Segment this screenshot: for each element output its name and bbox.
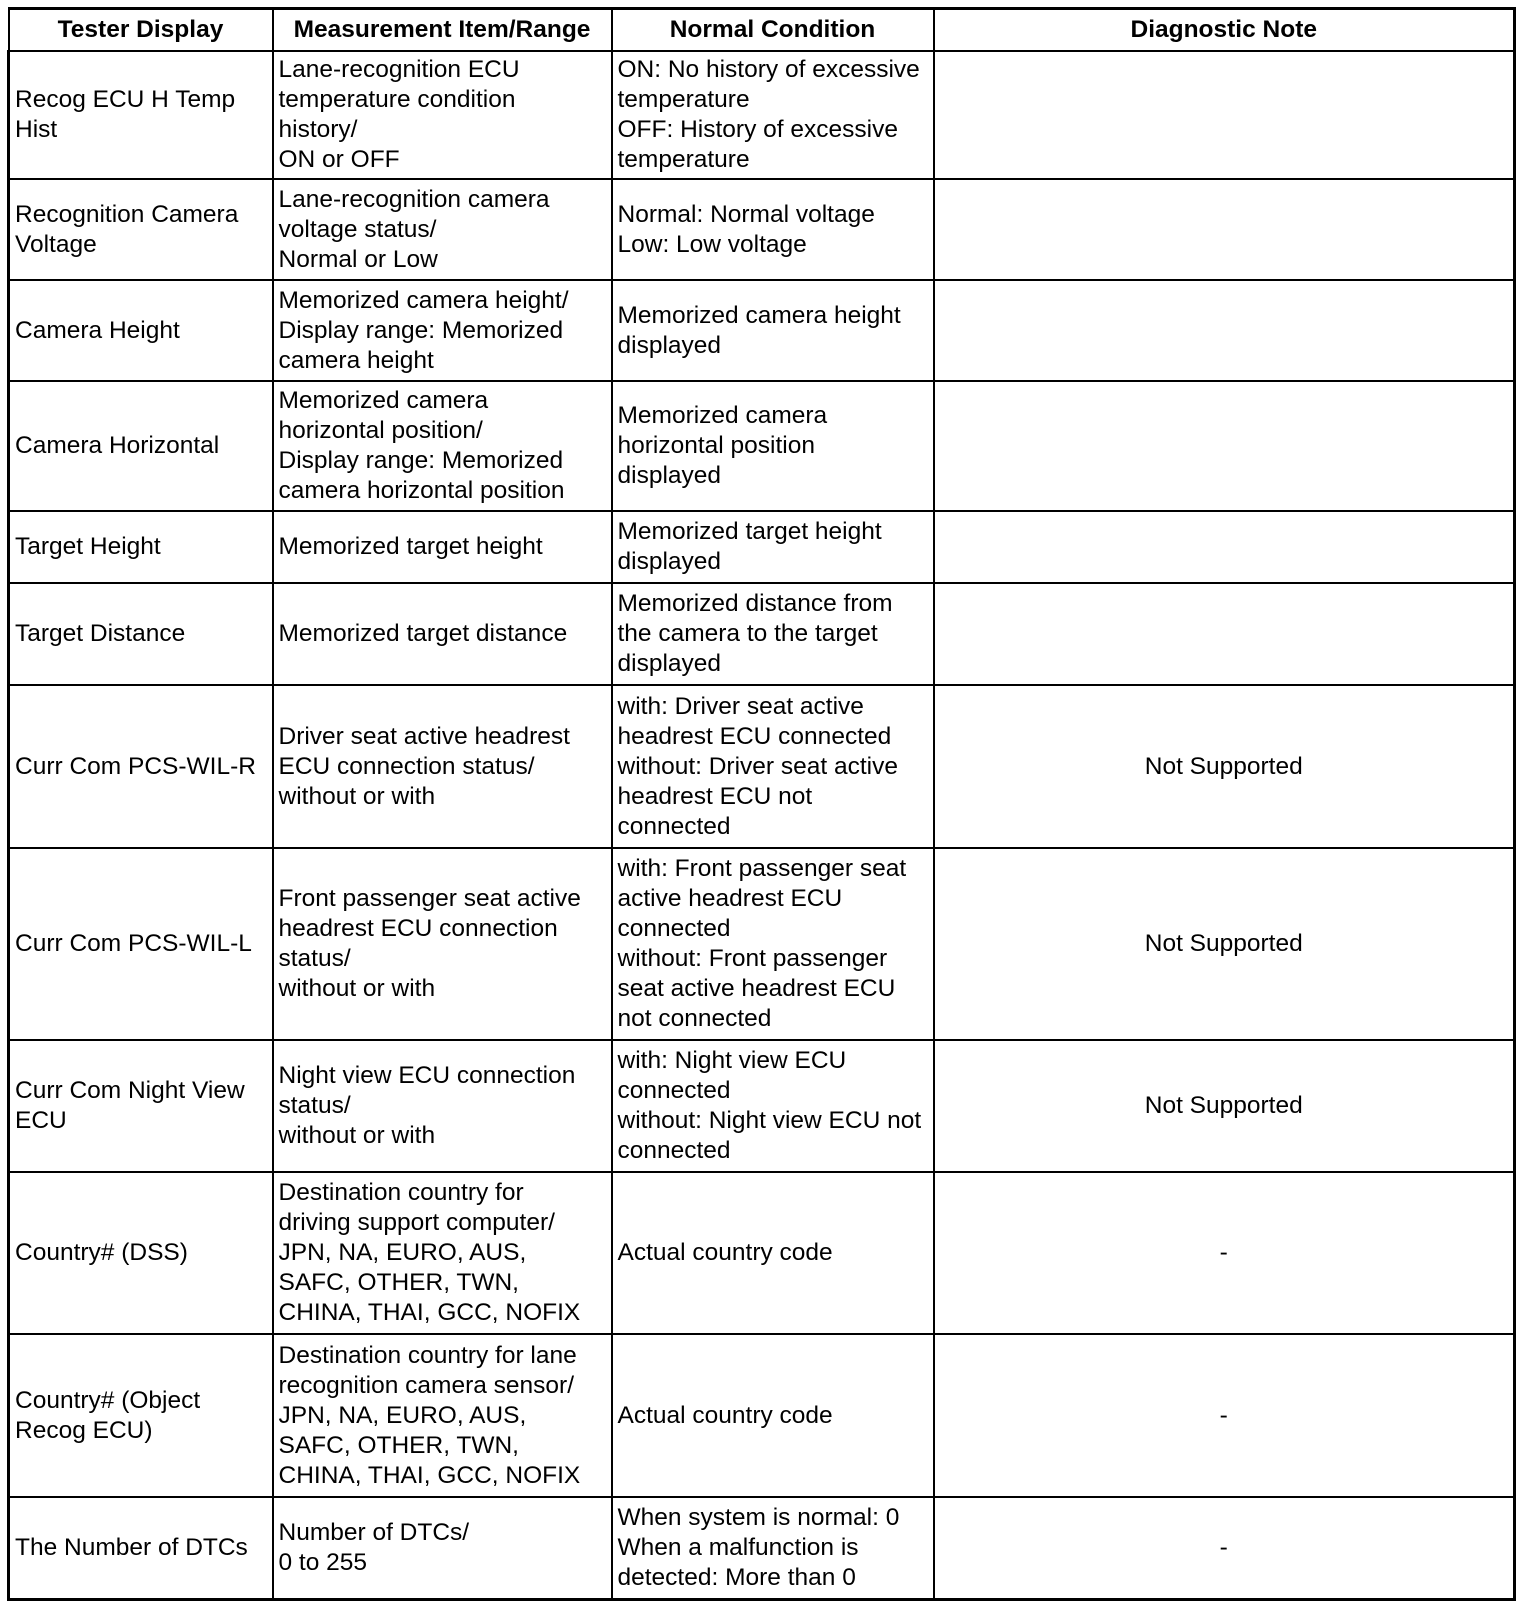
cell-normal-condition: Memorized target height displayed	[612, 511, 934, 583]
cell-diagnostic-note	[934, 179, 1515, 280]
cell-measurement: Destination country for lane recognition camera sensor/ JPN, NA, EURO, AUS, SAFC, OTHER, TWN, CHINA, THAI, GCC, NOFIX	[273, 1334, 612, 1497]
table-row	[9, 1172, 1515, 1334]
cell-tester-display: The Number of DTCs	[9, 1497, 273, 1599]
data-list-table-container	[7, 7, 1513, 1601]
cell-tester-display: Curr Com Night View ECU	[9, 1040, 273, 1172]
cell-measurement: Memorized target height	[273, 511, 612, 583]
cell-tester-display: Curr Com PCS-WIL-R	[9, 685, 273, 848]
cell-tester-display: Target Distance	[9, 583, 273, 685]
cell-diagnostic-note	[934, 381, 1515, 511]
cell-measurement: Night view ECU connection status/ without or with	[273, 1040, 612, 1172]
cell-measurement: Front passenger seat active headrest ECU connection status/ without or with	[273, 848, 612, 1040]
table-row	[9, 685, 1515, 848]
cell-diagnostic-note	[934, 583, 1515, 685]
table-row	[9, 179, 1515, 280]
header-diagnostic-note: Diagnostic Note	[934, 9, 1515, 52]
table-row	[9, 848, 1515, 1040]
cell-normal-condition: Actual country code	[612, 1334, 934, 1497]
cell-measurement: Memorized target distance	[273, 583, 612, 685]
cell-tester-display: Country# (Object Recog ECU)	[9, 1334, 273, 1497]
cell-tester-display: Recog ECU H Temp Hist	[9, 51, 273, 179]
cell-diagnostic-note	[934, 51, 1515, 179]
cell-diagnostic-note: Not Supported	[934, 848, 1515, 1040]
table-row	[9, 583, 1515, 685]
cell-normal-condition: Memorized camera height displayed	[612, 280, 934, 381]
table-row	[9, 511, 1515, 583]
data-list-table	[7, 7, 1516, 1601]
cell-measurement: Driver seat active headrest ECU connection status/ without or with	[273, 685, 612, 848]
table-header-row	[9, 9, 1515, 52]
cell-normal-condition: Memorized distance from the camera to the target displayed	[612, 583, 934, 685]
cell-tester-display: Target Height	[9, 511, 273, 583]
cell-measurement: Destination country for driving support computer/ JPN, NA, EURO, AUS, SAFC, OTHER, TWN, CHINA, THAI, GCC, NOFIX	[273, 1172, 612, 1334]
cell-normal-condition: with: Night view ECU connected without: Night view ECU not connected	[612, 1040, 934, 1172]
cell-diagnostic-note	[934, 511, 1515, 583]
table-row	[9, 381, 1515, 511]
table-row	[9, 1040, 1515, 1172]
cell-normal-condition: ON: No history of excessive temperature OFF: History of excessive temperature	[612, 51, 934, 179]
cell-normal-condition: with: Driver seat active headrest ECU connected without: Driver seat active headrest ECU not connected	[612, 685, 934, 848]
cell-diagnostic-note: Not Supported	[934, 685, 1515, 848]
cell-tester-display: Country# (DSS)	[9, 1172, 273, 1334]
cell-tester-display: Camera Height	[9, 280, 273, 381]
cell-measurement: Number of DTCs/ 0 to 255	[273, 1497, 612, 1599]
cell-measurement: Memorized camera horizontal position/ Display range: Memorized camera horizontal position	[273, 381, 612, 511]
table-row	[9, 280, 1515, 381]
cell-tester-display: Camera Horizontal	[9, 381, 273, 511]
cell-diagnostic-note: -	[934, 1172, 1515, 1334]
header-normal-condition: Normal Condition	[612, 9, 934, 52]
cell-normal-condition: When system is normal: 0 When a malfunction is detected: More than 0	[612, 1497, 934, 1599]
cell-diagnostic-note: -	[934, 1497, 1515, 1599]
header-measurement-item-range: Measurement Item/Range	[273, 9, 612, 52]
cell-measurement: Lane-recognition camera voltage status/ Normal or Low	[273, 179, 612, 280]
cell-measurement: Memorized camera height/ Display range: Memorized camera height	[273, 280, 612, 381]
cell-normal-condition: Normal: Normal voltage Low: Low voltage	[612, 179, 934, 280]
cell-normal-condition: Actual country code	[612, 1172, 934, 1334]
cell-normal-condition: Memorized camera horizontal position displayed	[612, 381, 934, 511]
table-row	[9, 1497, 1515, 1599]
cell-tester-display: Recognition Camera Voltage	[9, 179, 273, 280]
cell-tester-display: Curr Com PCS-WIL-L	[9, 848, 273, 1040]
table-row	[9, 51, 1515, 179]
cell-diagnostic-note	[934, 280, 1515, 381]
header-tester-display: Tester Display	[9, 9, 273, 52]
cell-measurement: Lane-recognition ECU temperature condition history/ ON or OFF	[273, 51, 612, 179]
cell-diagnostic-note: Not Supported	[934, 1040, 1515, 1172]
cell-diagnostic-note: -	[934, 1334, 1515, 1497]
table-row	[9, 1334, 1515, 1497]
cell-normal-condition: with: Front passenger seat active headrest ECU connected without: Front passenger seat active headrest ECU not connected	[612, 848, 934, 1040]
